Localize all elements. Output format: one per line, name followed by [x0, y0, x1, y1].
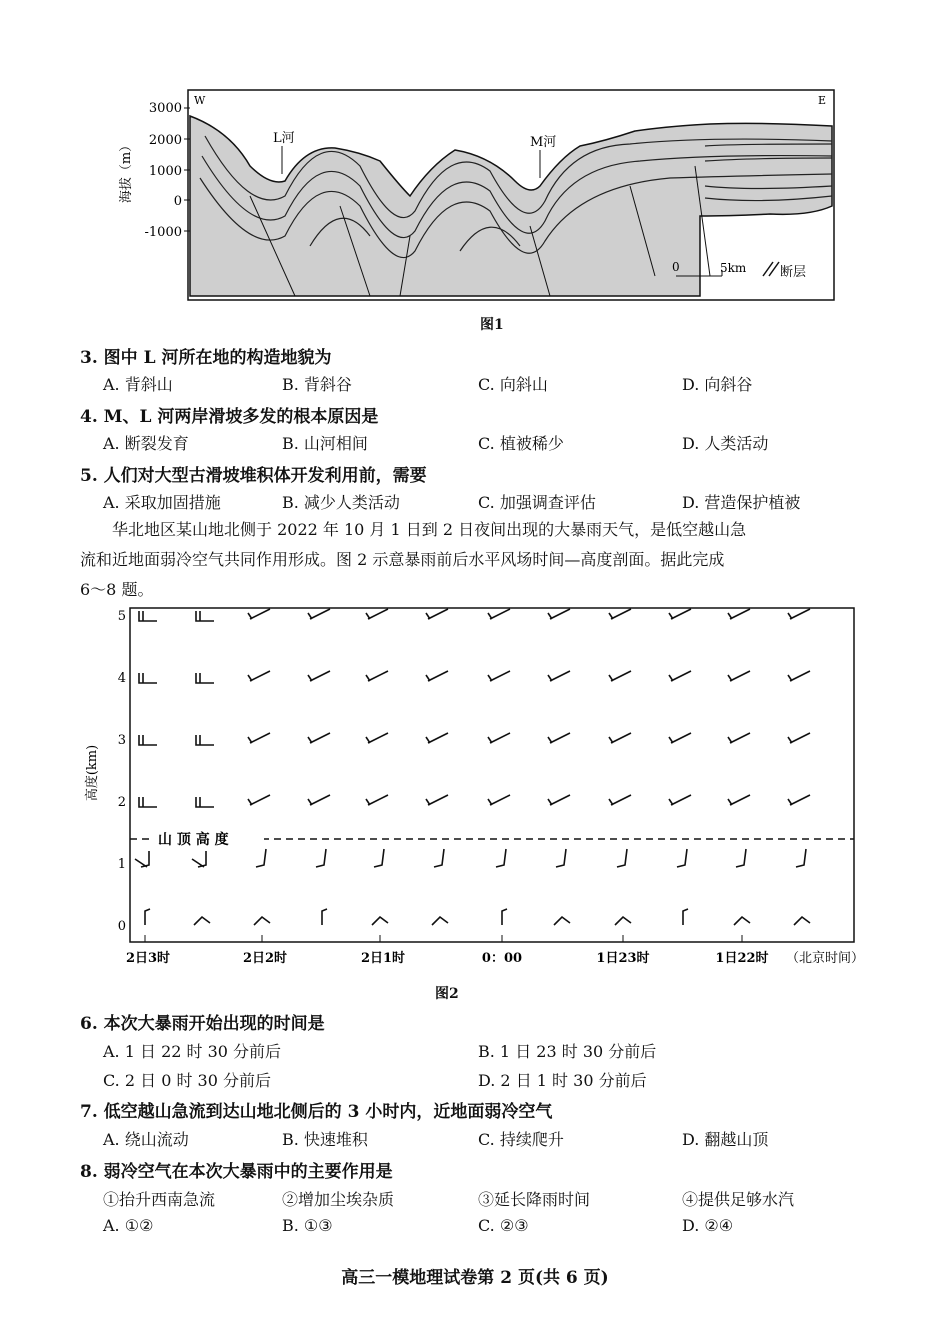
wind-barb — [669, 733, 691, 743]
figure1-cross-section — [110, 86, 840, 306]
wind-barb — [248, 733, 270, 743]
intro-paragraph — [80, 515, 870, 605]
wind-barb — [139, 611, 157, 621]
q8-option-d: D. ②④ — [682, 1216, 734, 1235]
wind-barb — [728, 795, 750, 805]
wind-barb — [308, 609, 330, 619]
wind-barb — [728, 733, 750, 743]
wind-barb — [488, 671, 510, 681]
wind-barb — [609, 609, 631, 619]
wind-barb — [139, 673, 157, 683]
wind-barb — [366, 733, 388, 743]
wind-barb — [308, 795, 330, 805]
q5-option-c: C. 加强调查评估 — [478, 493, 596, 512]
intro-line-1: 华北地区某山地北侧于 2022 年 10 月 1 日到 2 日夜间出现的大暴雨天气，是低空越山急 — [112, 520, 747, 539]
wind-barb — [788, 733, 810, 743]
x-tick: 2日3时 — [125, 951, 171, 966]
wind-barb — [145, 909, 150, 925]
y-tick: 0 — [173, 194, 182, 209]
wind-barb — [502, 909, 507, 925]
direction-w: W — [194, 94, 206, 107]
q3-option-d: D. 向斜谷 — [682, 375, 753, 394]
wind-barb — [316, 849, 326, 867]
q8-option-b: B. ①③ — [282, 1216, 333, 1235]
wind-barb — [426, 733, 448, 743]
q6-option-c: C. 2 日 0 时 30 分前后 — [103, 1071, 271, 1090]
wind-barb — [196, 673, 214, 683]
wind-barb — [669, 609, 691, 619]
q8-option-c: C. ②③ — [478, 1216, 529, 1235]
wind-barb — [728, 671, 750, 681]
wind-barb — [669, 795, 691, 805]
question-6-stem: 6. 本次大暴雨开始出现的时间是 — [80, 1014, 325, 1034]
wind-barb — [248, 671, 270, 681]
q6-option-a: A. 1 日 22 时 30 分前后 — [103, 1042, 282, 1061]
question-4-stem: 4. M、L 河两岸滑坡多发的根本原因是 — [80, 407, 379, 427]
wind-barb — [434, 849, 444, 867]
q8-item-1: ①抬升西南急流 — [103, 1190, 216, 1209]
wind-barb — [308, 671, 330, 681]
q3-option-a: A. 背斜山 — [103, 375, 173, 394]
x-tick: 2日2时 — [242, 951, 288, 966]
wind-barb — [488, 795, 510, 805]
q6-option-b: B. 1 日 23 时 30 分前后 — [478, 1042, 657, 1061]
q4-option-d: D. 人类活动 — [682, 434, 769, 453]
y-tick: 1 — [117, 857, 126, 872]
wind-barb — [366, 671, 388, 681]
q5-option-a: A. 采取加固措施 — [103, 493, 221, 512]
wind-barb — [135, 851, 149, 867]
q7-option-b: B. 快速堆积 — [282, 1130, 368, 1149]
question-3-stem: 3. 图中 L 河所在地的构造地貌为 — [80, 348, 332, 368]
scale-zero: 0 — [672, 260, 680, 274]
wind-barb — [308, 733, 330, 743]
wind-barb — [426, 609, 448, 619]
x-tick: 0：00 — [481, 951, 523, 966]
wind-barb — [196, 797, 214, 807]
wind-barb — [669, 671, 691, 681]
q8-item-3: ③延长降雨时间 — [478, 1190, 591, 1209]
q3-option-b: B. 背斜谷 — [282, 375, 352, 394]
x-tick: 2日1时 — [360, 951, 406, 966]
q7-option-c: C. 持续爬升 — [478, 1130, 564, 1149]
y-tick: 2 — [117, 795, 126, 810]
wind-barb — [488, 733, 510, 743]
wind-barb — [426, 671, 448, 681]
wind-barb — [548, 671, 570, 681]
river-m-label: M河 — [530, 135, 557, 150]
q8-item-4: ④提供足够水汽 — [682, 1190, 795, 1209]
q8-item-2: ②增加尘埃杂质 — [282, 1190, 395, 1209]
q7-option-a: A. 绕山流动 — [103, 1130, 189, 1149]
wind-barb — [488, 609, 510, 619]
wind-barb — [366, 609, 388, 619]
intro-line-3: 6～8 题。 — [80, 580, 154, 599]
y-tick: 2000 — [148, 133, 182, 148]
wind-barb — [683, 909, 688, 925]
wind-barb — [374, 849, 384, 867]
y-tick: 0 — [117, 919, 126, 934]
y-tick: 3 — [117, 733, 126, 748]
direction-e: E — [818, 94, 827, 107]
q7-option-d: D. 翻越山顶 — [682, 1130, 769, 1149]
figure2-y-ticks — [118, 609, 126, 934]
figure1-caption: 图1 — [480, 317, 504, 333]
wind-barb — [554, 917, 570, 925]
wind-barb — [788, 609, 810, 619]
wind-barb — [609, 733, 631, 743]
wind-barb — [366, 795, 388, 805]
wind-barb — [139, 797, 157, 807]
figure2-y-axis-label: 高度(km) — [85, 744, 100, 802]
q4-option-c: C. 植被稀少 — [478, 434, 564, 453]
fault-legend-label: 断层 — [780, 265, 807, 280]
wind-barb — [609, 795, 631, 805]
fault-symbol-icon — [763, 262, 773, 276]
wind-barb — [677, 849, 687, 867]
x-axis-note: （北京时间） — [786, 951, 865, 966]
y-tick: 5 — [117, 609, 126, 624]
y-tick: 4 — [117, 671, 126, 686]
q3-option-c: C. 向斜山 — [478, 375, 548, 394]
river-l-label: L河 — [273, 131, 295, 146]
question-8-stem: 8. 弱冷空气在本次大暴雨中的主要作用是 — [80, 1162, 393, 1182]
q6-option-d: D. 2 日 1 时 30 分前后 — [478, 1071, 647, 1090]
wind-barb — [734, 917, 750, 925]
q8-option-a: A. ①② — [103, 1216, 154, 1235]
wind-barb — [254, 917, 270, 925]
wind-barb — [728, 609, 750, 619]
x-tick: 1日23时 — [596, 951, 650, 966]
wind-barb — [194, 917, 210, 925]
wind-barb — [548, 733, 570, 743]
question-5-stem: 5. 人们对大型古滑坡堆积体开发利用前，需要 — [80, 466, 427, 486]
wind-barb — [372, 917, 388, 925]
scale-label: 5km — [720, 261, 747, 275]
figure2-frame — [130, 608, 854, 942]
wind-barb — [139, 735, 157, 745]
wind-barb — [426, 795, 448, 805]
wind-barb — [192, 851, 206, 867]
wind-barb — [548, 795, 570, 805]
wind-barb — [322, 909, 327, 925]
page-footer: 高三一模地理试卷第 2 页(共 6 页) — [341, 1268, 609, 1288]
wind-barb — [615, 917, 631, 925]
y-tick: -1000 — [144, 225, 182, 240]
wind-barb — [496, 849, 506, 867]
y-tick: 3000 — [148, 101, 182, 116]
x-tick: 1日22时 — [715, 951, 769, 966]
wind-barb — [248, 795, 270, 805]
figure2-x-ticks — [126, 951, 769, 966]
y-tick: 1000 — [148, 164, 182, 179]
wind-barb — [548, 609, 570, 619]
figure1-y-ticks — [145, 101, 182, 240]
q5-option-d: D. 营造保护植被 — [682, 493, 801, 512]
figure2-wind-profile — [80, 603, 880, 975]
wind-barb — [248, 609, 270, 619]
mountain-top-label: 山 顶 高 度 — [158, 832, 229, 848]
figure2-caption: 图2 — [435, 986, 459, 1002]
q4-option-b: B. 山河相间 — [282, 434, 368, 453]
wind-barb — [617, 849, 627, 867]
wind-barb — [736, 849, 746, 867]
q4-option-a: A. 断裂发育 — [103, 434, 189, 453]
wind-barb — [196, 611, 214, 621]
wind-barb — [196, 735, 214, 745]
wind-barb — [609, 671, 631, 681]
figure1-y-axis-label: 海拔（m） — [119, 138, 134, 204]
question-7-stem: 7. 低空越山急流到达山地北侧后的 3 小时内，近地面弱冷空气 — [80, 1102, 553, 1122]
wind-barb — [796, 849, 806, 867]
wind-barb — [788, 671, 810, 681]
wind-barb — [556, 849, 566, 867]
q5-option-b: B. 减少人类活动 — [282, 493, 400, 512]
wind-barb — [256, 849, 266, 867]
wind-barb — [432, 917, 448, 925]
intro-line-2: 流和近地面弱冷空气共同作用形成。图 2 示意暴雨前后水平风场时间—高度剖面。据此完成 — [80, 550, 725, 569]
wind-barb — [788, 795, 810, 805]
figure1-tick-marks — [184, 108, 190, 231]
wind-barbs — [135, 609, 810, 925]
wind-barb — [794, 917, 810, 925]
figure2-x-tick-marks — [145, 935, 742, 942]
